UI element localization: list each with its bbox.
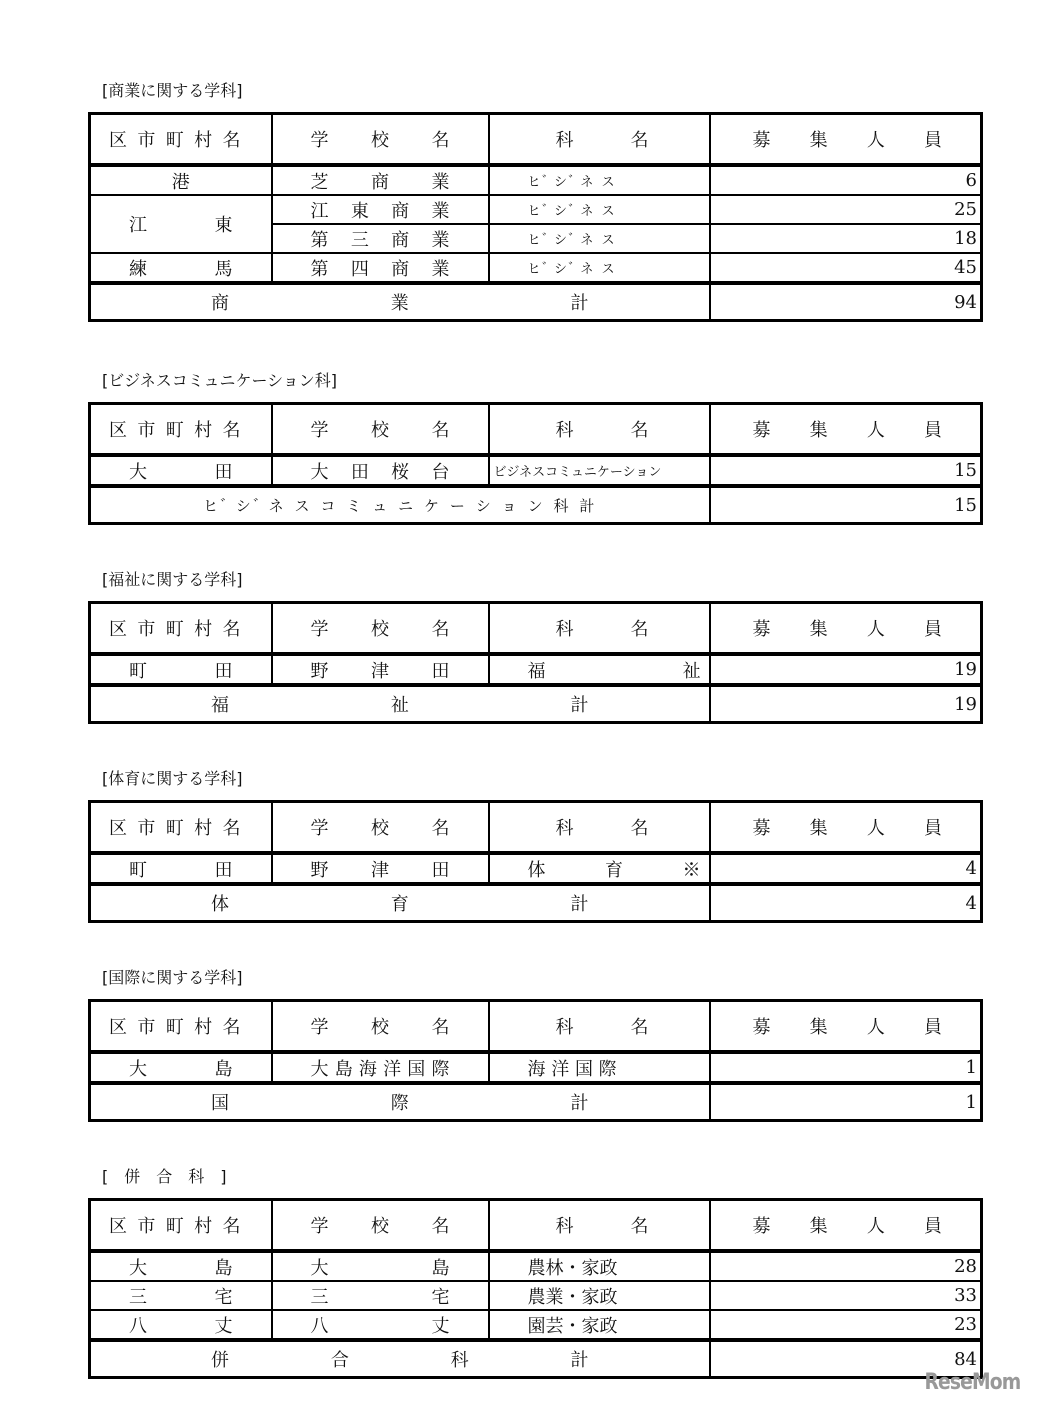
header-district: 区 市 町 村 名 (90, 603, 272, 655)
count-cell: 19 (710, 654, 982, 685)
header-count: 募 集 人 員 (710, 603, 982, 655)
recruitment-table (88, 112, 983, 322)
total-row (90, 884, 982, 922)
header-count: 募 集 人 員 (710, 404, 982, 456)
school-cell: 第 四 商 業 (272, 253, 489, 283)
school-cell: 八 丈 (272, 1310, 489, 1340)
header-course: 科 名 (489, 114, 710, 166)
header-course: 科 名 (489, 1001, 710, 1053)
header-school: 学 校 名 (272, 1200, 489, 1252)
recruitment-table (88, 800, 983, 923)
section-title: [体育に関する学科] (102, 769, 243, 788)
section (88, 80, 980, 322)
course-cell: 体 育 ※ (489, 853, 710, 884)
header-district: 区 市 町 村 名 (90, 114, 272, 166)
header-course: 科 名 (489, 603, 710, 655)
header-count: 募 集 人 員 (710, 802, 982, 854)
total-row (90, 1340, 982, 1378)
count-cell: 23 (710, 1310, 982, 1340)
table-row (90, 1251, 982, 1281)
total-label: 体 育 計 (90, 884, 710, 922)
header-school: 学 校 名 (272, 114, 489, 166)
header-district: 区 市 町 村 名 (90, 802, 272, 854)
count-cell: 15 (710, 455, 982, 486)
district-cell: 大 島 (90, 1251, 272, 1281)
section-title: [商業に関する学科] (102, 81, 243, 100)
district-cell: 港 (90, 165, 272, 195)
header-row (90, 802, 982, 854)
course-cell: ヒ ゙ シ ゙ ネ ス (489, 224, 710, 253)
header-course: 科 名 (489, 802, 710, 854)
header-district: 区 市 町 村 名 (90, 1001, 272, 1053)
course-cell: ビジネスコミュニケーション (489, 455, 710, 486)
header-count: 募 集 人 員 (710, 1200, 982, 1252)
total-label: 併 合 科 計 (90, 1340, 710, 1378)
total-label: 商 業 計 (90, 283, 710, 321)
district-cell: 八 丈 (90, 1310, 272, 1340)
section (88, 1166, 980, 1379)
count-cell: 1 (710, 1052, 982, 1083)
district-cell: 江 東 (90, 195, 272, 253)
header-school: 学 校 名 (272, 802, 489, 854)
school-cell: 芝 商 業 (272, 165, 489, 195)
table-row (90, 253, 982, 283)
header-row (90, 1001, 982, 1053)
count-cell: 45 (710, 253, 982, 283)
total-row (90, 1083, 982, 1121)
table-row (90, 654, 982, 685)
header-row (90, 1200, 982, 1252)
count-cell: 18 (710, 224, 982, 253)
header-district: 区 市 町 村 名 (90, 404, 272, 456)
count-cell: 28 (710, 1251, 982, 1281)
header-course: 科 名 (489, 404, 710, 456)
total-row (90, 685, 982, 723)
header-count: 募 集 人 員 (710, 114, 982, 166)
school-cell: 大 島 海 洋 国 際 (272, 1052, 489, 1083)
count-cell: 33 (710, 1281, 982, 1310)
total-count: 94 (710, 283, 982, 321)
recruitment-table (88, 402, 983, 525)
table-row (90, 455, 982, 486)
total-count: 1 (710, 1083, 982, 1121)
table-row (90, 165, 982, 195)
district-cell: 町 田 (90, 654, 272, 685)
total-count: 4 (710, 884, 982, 922)
table-row (90, 195, 982, 224)
section-title: [ビジネスコミュニケーション科] (102, 371, 338, 390)
table-row (90, 1281, 982, 1310)
district-cell: 大 田 (90, 455, 272, 486)
school-cell: 大 田 桜 台 (272, 455, 489, 486)
total-label: 国 際 計 (90, 1083, 710, 1121)
recruitment-table (88, 601, 983, 724)
header-district: 区 市 町 村 名 (90, 1200, 272, 1252)
course-cell: 農業・家政 (489, 1281, 710, 1310)
section (88, 370, 980, 525)
course-cell: ヒ ゙ シ ゙ ネ ス (489, 195, 710, 224)
section-title: [ 併 合 科 ] (102, 1167, 227, 1186)
recruitment-table (88, 999, 983, 1122)
header-row (90, 404, 982, 456)
course-cell: 園芸・家政 (489, 1310, 710, 1340)
count-cell: 6 (710, 165, 982, 195)
header-course: 科 名 (489, 1200, 710, 1252)
school-cell: 野 津 田 (272, 853, 489, 884)
section (88, 967, 980, 1122)
total-label: 福 祉 計 (90, 685, 710, 723)
header-school: 学 校 名 (272, 603, 489, 655)
school-cell: 野 津 田 (272, 654, 489, 685)
course-cell: 海 洋 国 際 (489, 1052, 710, 1083)
course-cell: 福 祉 (489, 654, 710, 685)
total-label: ヒ ゙ シ ゙ ネ ス コ ミ ュ ニ ケ ー シ ョ ン 科 計 (90, 486, 710, 524)
recruitment-table (88, 1198, 983, 1379)
header-school: 学 校 名 (272, 1001, 489, 1053)
table-row (90, 1052, 982, 1083)
header-count: 募 集 人 員 (710, 1001, 982, 1053)
school-cell: 大 島 (272, 1251, 489, 1281)
total-row (90, 283, 982, 321)
count-cell: 4 (710, 853, 982, 884)
header-school: 学 校 名 (272, 404, 489, 456)
count-cell: 25 (710, 195, 982, 224)
header-row (90, 603, 982, 655)
table-row (90, 1310, 982, 1340)
course-cell: ヒ ゙ シ ゙ ネ ス (489, 165, 710, 195)
course-cell: ヒ ゙ シ ゙ ネ ス (489, 253, 710, 283)
total-count: 15 (710, 486, 982, 524)
total-count: 19 (710, 685, 982, 723)
total-count: 84 (710, 1340, 982, 1378)
school-cell: 三 宅 (272, 1281, 489, 1310)
district-cell: 大 島 (90, 1052, 272, 1083)
table-row (90, 853, 982, 884)
school-cell: 第 三 商 業 (272, 224, 489, 253)
course-cell: 農林・家政 (489, 1251, 710, 1281)
header-row (90, 114, 982, 166)
section (88, 569, 980, 724)
district-cell: 三 宅 (90, 1281, 272, 1310)
school-cell: 江 東 商 業 (272, 195, 489, 224)
resemom-logo: ReseMom (924, 1370, 1021, 1395)
section-title: [国際に関する学科] (102, 968, 243, 987)
district-cell: 練 馬 (90, 253, 272, 283)
section-title: [福祉に関する学科] (102, 570, 243, 589)
total-row (90, 486, 982, 524)
section (88, 768, 980, 923)
district-cell: 町 田 (90, 853, 272, 884)
